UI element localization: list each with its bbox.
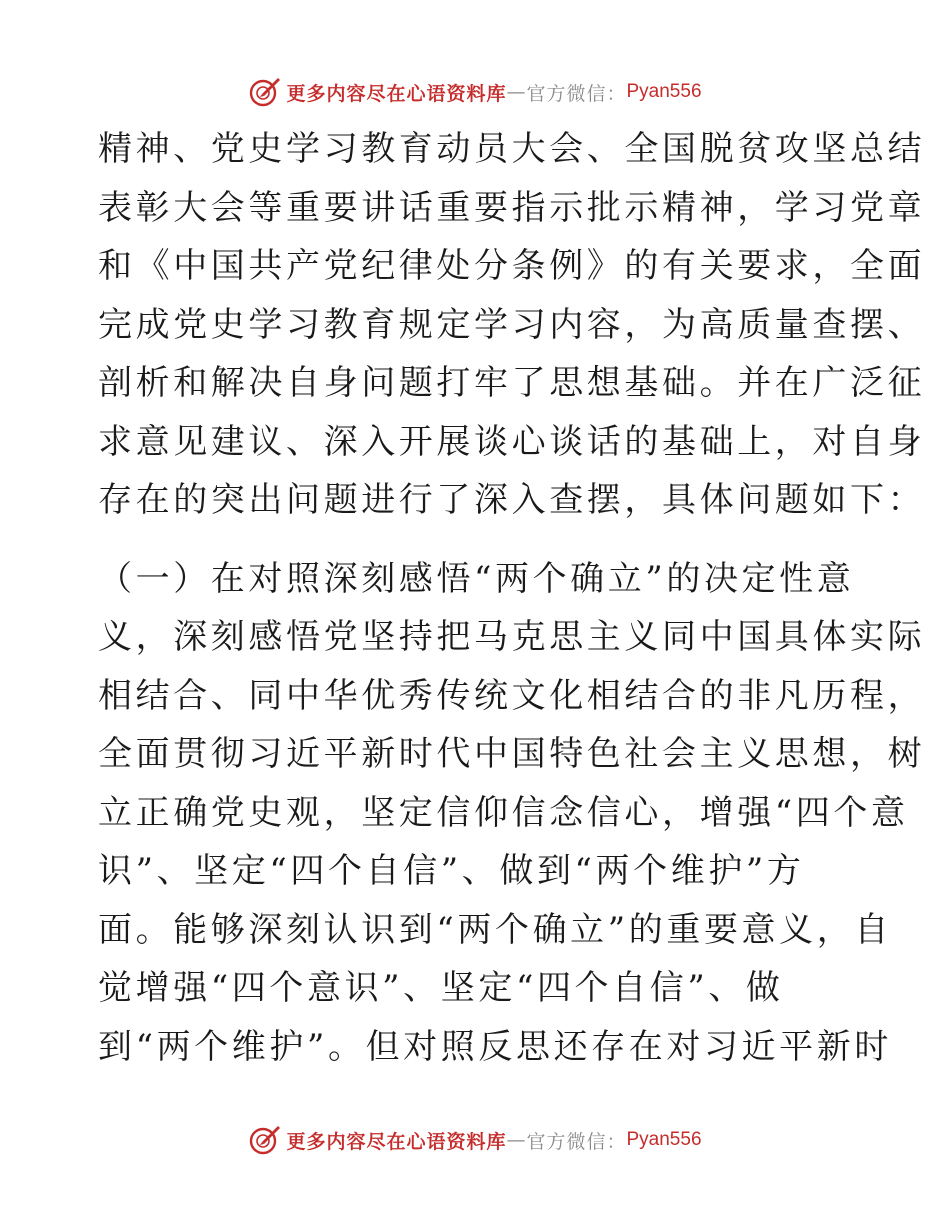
paragraph-2 [98, 550, 926, 1077]
text-line: 识”、坚定“四个自信”、做到“两个维护”方 [98, 851, 805, 891]
footer-official-label: 官方微信： [526, 1130, 627, 1153]
text-line: 相结合、同中华优秀传统文化相结合的非凡历程， [98, 675, 926, 716]
text-line: （一）在对照深刻感悟“两个确立”的决定性意 [98, 558, 855, 599]
text-line: 义，深刻感悟党坚持把马克思主义同中国具体实际 [98, 617, 926, 657]
header-separator: — [506, 81, 527, 103]
footer-brand-text: 更多内容尽在心语资料库 [286, 1130, 507, 1153]
header-brand-text: 更多内容尽在心语资料库 [286, 82, 507, 105]
footer-separator: — [506, 1129, 527, 1151]
text-line: 面。能够深刻认识到“两个确立”的重要意义，自 [98, 909, 892, 950]
text-line: 完成党史学习教育规定学习内容，为高质量查摆、 [98, 304, 926, 345]
footer-watermark [0, 1120, 950, 1160]
text-line: 全面贯彻习近平新时代中国特色社会主义思想，树 [98, 734, 926, 774]
text-line: 立正确党史观，坚定信仰信念信心，增强“四个意 [98, 792, 909, 833]
text-line: 精神、党史学习教育动员大会、全国脱贫攻坚总结 [98, 129, 926, 169]
header-watermark [0, 72, 950, 112]
pen-logo-icon [248, 1123, 282, 1157]
text-line: 到“两个维护”。但对照反思还存在对习近平新时 [98, 1026, 892, 1067]
document-body [98, 120, 926, 1076]
text-line: 剖析和解决自身问题打牢了思想基础。并在广泛征 [98, 363, 926, 403]
text-line: 求意见建议、深入开展谈心谈话的基础上，对自身 [98, 421, 926, 462]
footer-wechat-id: Pyan556 [626, 1129, 702, 1150]
text-line: 觉增强“四个意识”、坚定“四个自信”、做 [98, 968, 784, 1008]
text-line: 存在的突出问题进行了深入查摆，具体问题如下： [98, 480, 926, 520]
paragraph-1 [98, 120, 926, 530]
header-official-label: 官方微信： [526, 82, 627, 105]
header-wechat-id: Pyan556 [626, 81, 702, 102]
text-line: 和《中国共产党纪律处分条例》的有关要求，全面 [98, 246, 926, 286]
pen-logo-icon [248, 75, 282, 109]
text-line: 表彰大会等重要讲话重要指示批示精神，学习党章 [98, 187, 926, 228]
